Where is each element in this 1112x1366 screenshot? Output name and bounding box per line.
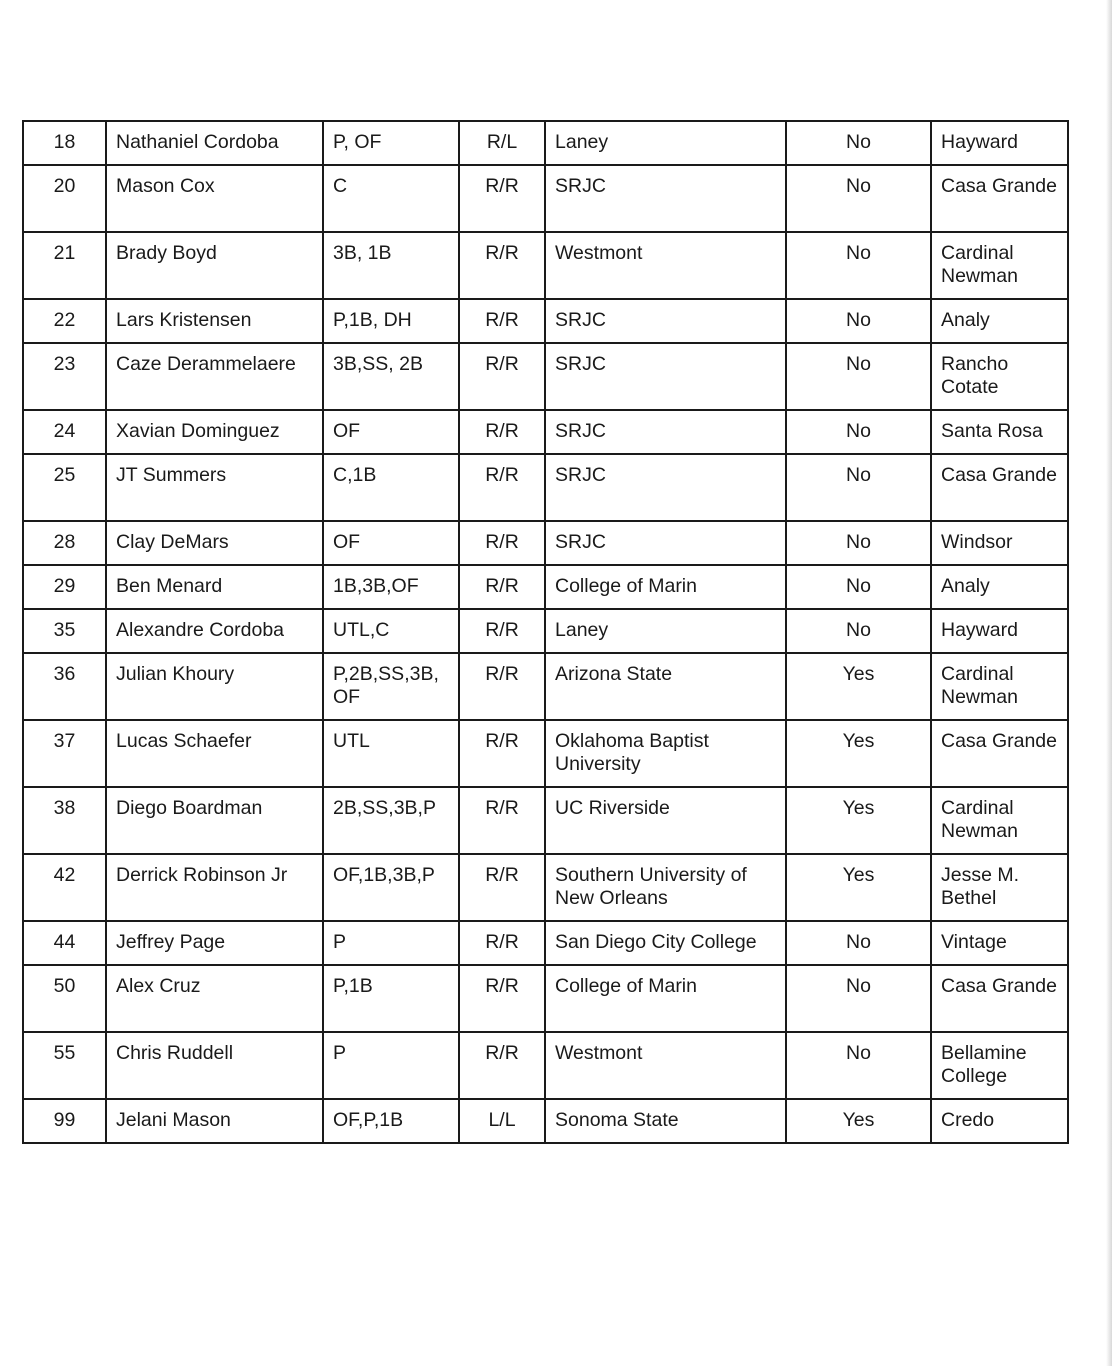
jersey-number: 35 xyxy=(23,609,106,653)
player-position: 3B,SS, 2B xyxy=(323,343,459,410)
player-name: Jelani Mason xyxy=(106,1099,323,1143)
jersey-number: 29 xyxy=(23,565,106,609)
player-name: Lars Kristensen xyxy=(106,299,323,343)
bats-throws: R/R xyxy=(459,232,545,299)
high-school: Casa Grande xyxy=(931,965,1068,1032)
high-school: Cardinal Newman xyxy=(931,232,1068,299)
committed-status: No xyxy=(786,565,931,609)
table-row xyxy=(23,921,1068,965)
table-row xyxy=(23,787,1068,854)
jersey-number: 37 xyxy=(23,720,106,787)
player-name: Ben Menard xyxy=(106,565,323,609)
high-school: Windsor xyxy=(931,521,1068,565)
table-row xyxy=(23,121,1068,165)
bats-throws: R/R xyxy=(459,410,545,454)
jersey-number: 50 xyxy=(23,965,106,1032)
bats-throws: R/R xyxy=(459,609,545,653)
high-school: Analy xyxy=(931,299,1068,343)
college: SRJC xyxy=(545,410,786,454)
committed-status: No xyxy=(786,299,931,343)
player-name: Alex Cruz xyxy=(106,965,323,1032)
committed-status: No xyxy=(786,165,931,232)
table-row xyxy=(23,343,1068,410)
player-position: 2B,SS,3B,P xyxy=(323,787,459,854)
bats-throws: L/L xyxy=(459,1099,545,1143)
committed-status: Yes xyxy=(786,653,931,720)
table-row xyxy=(23,165,1068,232)
bats-throws: R/R xyxy=(459,921,545,965)
player-position: C xyxy=(323,165,459,232)
player-position: C,1B xyxy=(323,454,459,521)
jersey-number: 25 xyxy=(23,454,106,521)
player-name: Xavian Dominguez xyxy=(106,410,323,454)
bats-throws: R/R xyxy=(459,854,545,921)
college: Southern University of New Orleans xyxy=(545,854,786,921)
high-school: Cardinal Newman xyxy=(931,653,1068,720)
player-position: UTL xyxy=(323,720,459,787)
college: Arizona State xyxy=(545,653,786,720)
player-name: Jeffrey Page xyxy=(106,921,323,965)
jersey-number: 24 xyxy=(23,410,106,454)
bats-throws: R/R xyxy=(459,565,545,609)
player-position: P xyxy=(323,1032,459,1099)
player-name: Lucas Schaefer xyxy=(106,720,323,787)
jersey-number: 38 xyxy=(23,787,106,854)
bats-throws: R/R xyxy=(459,965,545,1032)
college: SRJC xyxy=(545,521,786,565)
table-row xyxy=(23,299,1068,343)
committed-status: No xyxy=(786,965,931,1032)
player-position: 3B, 1B xyxy=(323,232,459,299)
committed-status: Yes xyxy=(786,787,931,854)
player-name: Derrick Robinson Jr xyxy=(106,854,323,921)
player-position: P, OF xyxy=(323,121,459,165)
table-row xyxy=(23,653,1068,720)
committed-status: No xyxy=(786,609,931,653)
player-name: Mason Cox xyxy=(106,165,323,232)
roster-table xyxy=(22,120,1069,1144)
table-row xyxy=(23,232,1068,299)
high-school: Jesse M. Bethel xyxy=(931,854,1068,921)
player-name: Julian Khoury xyxy=(106,653,323,720)
table-row xyxy=(23,565,1068,609)
college: College of Marin xyxy=(545,965,786,1032)
player-name: Brady Boyd xyxy=(106,232,323,299)
player-position: P,1B, DH xyxy=(323,299,459,343)
college: SRJC xyxy=(545,343,786,410)
college: SRJC xyxy=(545,454,786,521)
bats-throws: R/R xyxy=(459,1032,545,1099)
player-name: JT Summers xyxy=(106,454,323,521)
committed-status: Yes xyxy=(786,1099,931,1143)
committed-status: Yes xyxy=(786,720,931,787)
bats-throws: R/L xyxy=(459,121,545,165)
jersey-number: 36 xyxy=(23,653,106,720)
page-edge-shadow xyxy=(1106,0,1112,1366)
committed-status: Yes xyxy=(786,854,931,921)
high-school: Santa Rosa xyxy=(931,410,1068,454)
high-school: Credo xyxy=(931,1099,1068,1143)
table-row xyxy=(23,410,1068,454)
bats-throws: R/R xyxy=(459,720,545,787)
college: College of Marin xyxy=(545,565,786,609)
committed-status: No xyxy=(786,1032,931,1099)
player-name: Diego Boardman xyxy=(106,787,323,854)
college: Sonoma State xyxy=(545,1099,786,1143)
college: San Diego City College xyxy=(545,921,786,965)
committed-status: No xyxy=(786,343,931,410)
jersey-number: 44 xyxy=(23,921,106,965)
player-position: OF xyxy=(323,521,459,565)
high-school: Rancho Cotate xyxy=(931,343,1068,410)
jersey-number: 23 xyxy=(23,343,106,410)
college: Westmont xyxy=(545,1032,786,1099)
table-row xyxy=(23,454,1068,521)
table-row xyxy=(23,854,1068,921)
committed-status: No xyxy=(786,521,931,565)
table-row xyxy=(23,965,1068,1032)
college: Laney xyxy=(545,121,786,165)
player-position: OF xyxy=(323,410,459,454)
bats-throws: R/R xyxy=(459,299,545,343)
college: Laney xyxy=(545,609,786,653)
player-name: Nathaniel Cordoba xyxy=(106,121,323,165)
player-name: Alexandre Cordoba xyxy=(106,609,323,653)
committed-status: No xyxy=(786,921,931,965)
jersey-number: 22 xyxy=(23,299,106,343)
player-position: P,1B xyxy=(323,965,459,1032)
player-name: Clay DeMars xyxy=(106,521,323,565)
bats-throws: R/R xyxy=(459,343,545,410)
player-position: UTL,C xyxy=(323,609,459,653)
bats-throws: R/R xyxy=(459,454,545,521)
bats-throws: R/R xyxy=(459,653,545,720)
high-school: Hayward xyxy=(931,121,1068,165)
jersey-number: 42 xyxy=(23,854,106,921)
table-row xyxy=(23,1032,1068,1099)
jersey-number: 28 xyxy=(23,521,106,565)
high-school: Casa Grande xyxy=(931,165,1068,232)
jersey-number: 21 xyxy=(23,232,106,299)
player-name: Chris Ruddell xyxy=(106,1032,323,1099)
college: Oklahoma Baptist University xyxy=(545,720,786,787)
jersey-number: 20 xyxy=(23,165,106,232)
high-school: Bellamine College xyxy=(931,1032,1068,1099)
college: UC Riverside xyxy=(545,787,786,854)
college: SRJC xyxy=(545,299,786,343)
committed-status: No xyxy=(786,121,931,165)
player-position: OF,1B,3B,P xyxy=(323,854,459,921)
jersey-number: 18 xyxy=(23,121,106,165)
jersey-number: 55 xyxy=(23,1032,106,1099)
player-position: OF,P,1B xyxy=(323,1099,459,1143)
table-row xyxy=(23,720,1068,787)
high-school: Casa Grande xyxy=(931,720,1068,787)
bats-throws: R/R xyxy=(459,521,545,565)
bats-throws: R/R xyxy=(459,787,545,854)
committed-status: No xyxy=(786,410,931,454)
player-position: P xyxy=(323,921,459,965)
player-position: 1B,3B,OF xyxy=(323,565,459,609)
table-row xyxy=(23,1099,1068,1143)
table-row xyxy=(23,521,1068,565)
college: SRJC xyxy=(545,165,786,232)
bats-throws: R/R xyxy=(459,165,545,232)
jersey-number: 99 xyxy=(23,1099,106,1143)
high-school: Casa Grande xyxy=(931,454,1068,521)
high-school: Hayward xyxy=(931,609,1068,653)
high-school: Analy xyxy=(931,565,1068,609)
high-school: Cardinal Newman xyxy=(931,787,1068,854)
committed-status: No xyxy=(786,232,931,299)
college: Westmont xyxy=(545,232,786,299)
committed-status: No xyxy=(786,454,931,521)
high-school: Vintage xyxy=(931,921,1068,965)
player-name: Caze Derammelaere xyxy=(106,343,323,410)
table-row xyxy=(23,609,1068,653)
player-position: P,2B,SS,3B, OF xyxy=(323,653,459,720)
